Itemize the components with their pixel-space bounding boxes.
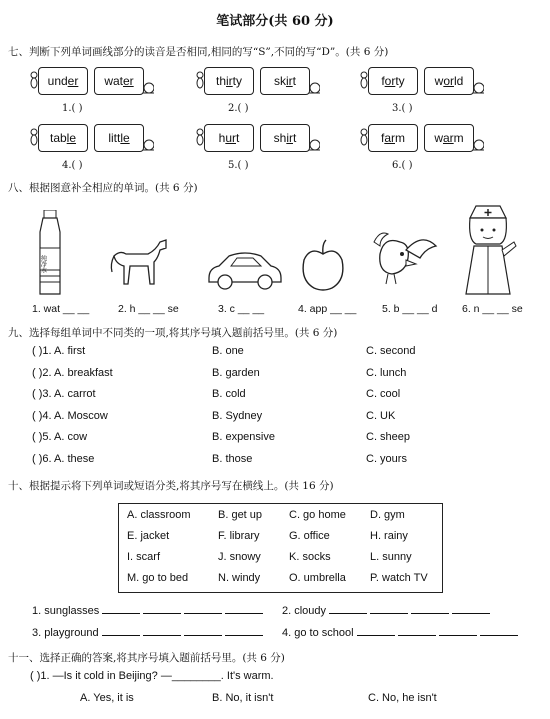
word-card-part: ir [286, 131, 293, 145]
word-card-part: ld [454, 74, 464, 88]
choice-c: C. UK [366, 409, 396, 422]
question-9-2[interactable]: ( )2. A. breakfast [32, 366, 113, 379]
word-bank-item: E. jacket [127, 530, 170, 542]
fill-word-4[interactable]: 4. app __ __ [298, 303, 357, 315]
answer-line[interactable] [398, 625, 436, 636]
snail-icon [142, 81, 154, 99]
snail-icon [472, 138, 484, 156]
fill-word-2[interactable]: 2. h __ __ se [118, 303, 179, 315]
word-card-part: t [293, 131, 297, 145]
snail-icon [308, 138, 320, 156]
word-bank-item: M. go to bed [127, 572, 189, 584]
choice-c: C. lunch [366, 366, 407, 379]
word-card-part: w [434, 131, 443, 145]
word-card-part: th [215, 74, 226, 88]
word-card-part: le [66, 131, 77, 145]
answer-line[interactable] [184, 603, 222, 614]
word-card-part: m [453, 131, 464, 145]
snail-icon [142, 138, 154, 156]
word-card-part: sh [273, 131, 287, 145]
fill-word-3[interactable]: 3. c __ __ [218, 303, 265, 315]
section-9-heading: 九、选择每组单词中不同类的一项,将其序号填入题前括号里。(共 6 分) [8, 327, 338, 339]
answer-line[interactable] [102, 625, 140, 636]
word-bank-item: B. get up [218, 509, 263, 521]
answer-line[interactable] [225, 625, 263, 636]
word-card-part: h [218, 131, 226, 145]
water-bottle-picture [30, 210, 70, 296]
fill-word-5[interactable]: 5. b __ __ d [382, 303, 438, 315]
word-card-part: ur [225, 131, 236, 145]
word-card-part: ir [285, 74, 293, 88]
word-card-part: f [381, 74, 385, 88]
choice-b: B. expensive [212, 431, 275, 443]
bottle-label: 纯净水 [39, 255, 47, 273]
answer-line[interactable] [184, 625, 222, 636]
word-card-part: le [120, 131, 130, 145]
ant-icon [28, 71, 40, 89]
word-card-part: er [67, 74, 79, 88]
option-b: B. No, it isn't [212, 692, 274, 704]
choice-b: B. garden [212, 366, 260, 379]
category-label: 1. sunglasses [32, 605, 100, 617]
car-picture [205, 248, 285, 292]
word-bank-item: F. library [218, 530, 260, 542]
word-bank-item: C. go home [289, 509, 346, 521]
snail-icon [308, 81, 320, 99]
bird-picture [370, 228, 438, 288]
section-7-heading: 七、判断下列单词画线部分的读音是否相同,相同的写“S”,不同的写“D”。(共 6 分) [8, 46, 389, 58]
question-9-6[interactable]: ( )6. A. these [32, 452, 95, 465]
word-card-part: ty [395, 74, 405, 88]
category-label: 4. go to school [282, 627, 354, 639]
answer-slot[interactable]: 3.( ) [392, 103, 413, 114]
answer-line[interactable] [225, 603, 263, 614]
word-card-part: und [47, 74, 68, 88]
word-bank-item: H. rainy [370, 530, 408, 542]
ant-icon [194, 128, 206, 146]
word-card-1b [94, 67, 144, 95]
word-card-part: m [395, 131, 405, 145]
word-card-5a [204, 124, 254, 152]
option-c: C. No, he isn't [368, 692, 437, 704]
choice-c: C. yours [366, 452, 407, 465]
apple-picture [300, 238, 346, 292]
choice-b: B. cold [212, 388, 246, 400]
category-label: 3. playground [32, 627, 99, 639]
section-8-heading: 八、根据图意补全相应的单词。(共 6 分) [8, 182, 198, 194]
ant-icon [358, 128, 370, 146]
word-bank-item: I. scarf [127, 551, 161, 563]
word-card-2a [204, 67, 254, 95]
choice-c: C. cool [366, 388, 401, 400]
section-11-heading: 十一、选择正确的答案,将其序号填入题前括号里。(共 6 分) [8, 652, 285, 664]
page-title: 笔试部分(共 60 分) [216, 14, 334, 29]
word-card-part: ar [443, 131, 454, 145]
answer-line[interactable] [439, 625, 477, 636]
answer-line[interactable] [102, 603, 140, 614]
answer-slot[interactable]: 4.( ) [62, 160, 83, 171]
question-9-1[interactable]: ( )1. A. first [32, 345, 86, 357]
section-10-heading: 十、根据提示将下列单词或短语分类,将其序号写在横线上。(共 16 分) [8, 480, 334, 492]
ant-icon [358, 71, 370, 89]
word-card-part: litt [108, 131, 121, 145]
answer-line[interactable] [411, 603, 449, 614]
choice-c: C. second [366, 345, 416, 357]
word-card-part: t [236, 131, 240, 145]
word-card-part: ty [232, 74, 243, 88]
word-bank-item: P. watch TV [370, 572, 428, 584]
word-card-2b [260, 67, 310, 95]
answer-line[interactable] [329, 603, 367, 614]
ant-icon [194, 71, 206, 89]
answer-line[interactable] [357, 625, 395, 636]
answer-line[interactable] [143, 625, 181, 636]
answer-slot[interactable]: 2.( ) [228, 103, 249, 114]
question-9-5[interactable]: ( )5. A. cow [32, 431, 88, 443]
answer-slot[interactable]: 1.( ) [62, 103, 83, 114]
question-9-3[interactable]: ( )3. A. carrot [32, 388, 96, 400]
category-1 [32, 603, 263, 617]
category-label: 2. cloudy [282, 605, 327, 617]
word-bank-item: A. classroom [127, 509, 191, 521]
word-bank-item: O. umbrella [289, 572, 346, 584]
category-2 [282, 603, 490, 617]
answer-slot[interactable]: 6.( ) [392, 160, 413, 171]
word-card-part: w [434, 74, 444, 88]
word-card-5b [260, 124, 310, 152]
word-bank-item: D. gym [370, 509, 405, 521]
option-a: A. Yes, it is [80, 692, 134, 704]
answer-line[interactable] [452, 603, 490, 614]
word-card-part: ar [384, 131, 395, 145]
category-3 [32, 625, 263, 639]
word-card-part: or [443, 74, 454, 88]
choice-b: B. those [212, 452, 253, 465]
horse-picture [108, 236, 170, 292]
word-card-part: er [123, 74, 134, 88]
word-card-part: tab [49, 131, 67, 145]
word-bank-item: K. socks [289, 551, 331, 563]
word-card-part: sk [273, 74, 286, 88]
word-card-6b [424, 124, 474, 152]
word-card-part: wat [104, 74, 123, 88]
fill-word-6[interactable]: 6. n __ __ se [462, 303, 523, 315]
choice-c: C. sheep [366, 431, 411, 443]
word-card-3b [424, 67, 474, 95]
word-card-6a [368, 124, 418, 152]
choice-b: B. Sydney [212, 409, 263, 422]
answer-line[interactable] [480, 625, 518, 636]
fill-word-1[interactable]: 1. wat __ __ [32, 303, 90, 315]
answer-slot[interactable]: 5.( ) [228, 160, 249, 171]
nurse-picture [456, 202, 520, 296]
choice-b: B. one [212, 345, 244, 357]
word-bank-item: N. windy [218, 572, 261, 584]
word-card-part: t [292, 74, 296, 88]
answer-line[interactable] [370, 603, 408, 614]
snail-icon [472, 81, 484, 99]
word-card-3a [368, 67, 418, 95]
word-card-4a [38, 124, 88, 152]
word-bank-item: L. sunny [370, 551, 412, 563]
question-11-1: ( )1. —Is it cold in Beijing? —________. It's warm. [30, 670, 274, 682]
word-card-4b [94, 124, 144, 152]
category-4 [282, 625, 518, 639]
word-card-part: ir [226, 74, 233, 88]
word-card-part: f [380, 131, 385, 145]
answer-line[interactable] [143, 603, 181, 614]
word-bank-item: G. office [289, 530, 330, 542]
question-9-4[interactable]: ( )4. A. Moscow [32, 409, 108, 422]
word-card-part: or [384, 74, 396, 88]
word-bank-item: J. snowy [218, 551, 261, 563]
word-card-1a [38, 67, 88, 95]
ant-icon [28, 128, 40, 146]
